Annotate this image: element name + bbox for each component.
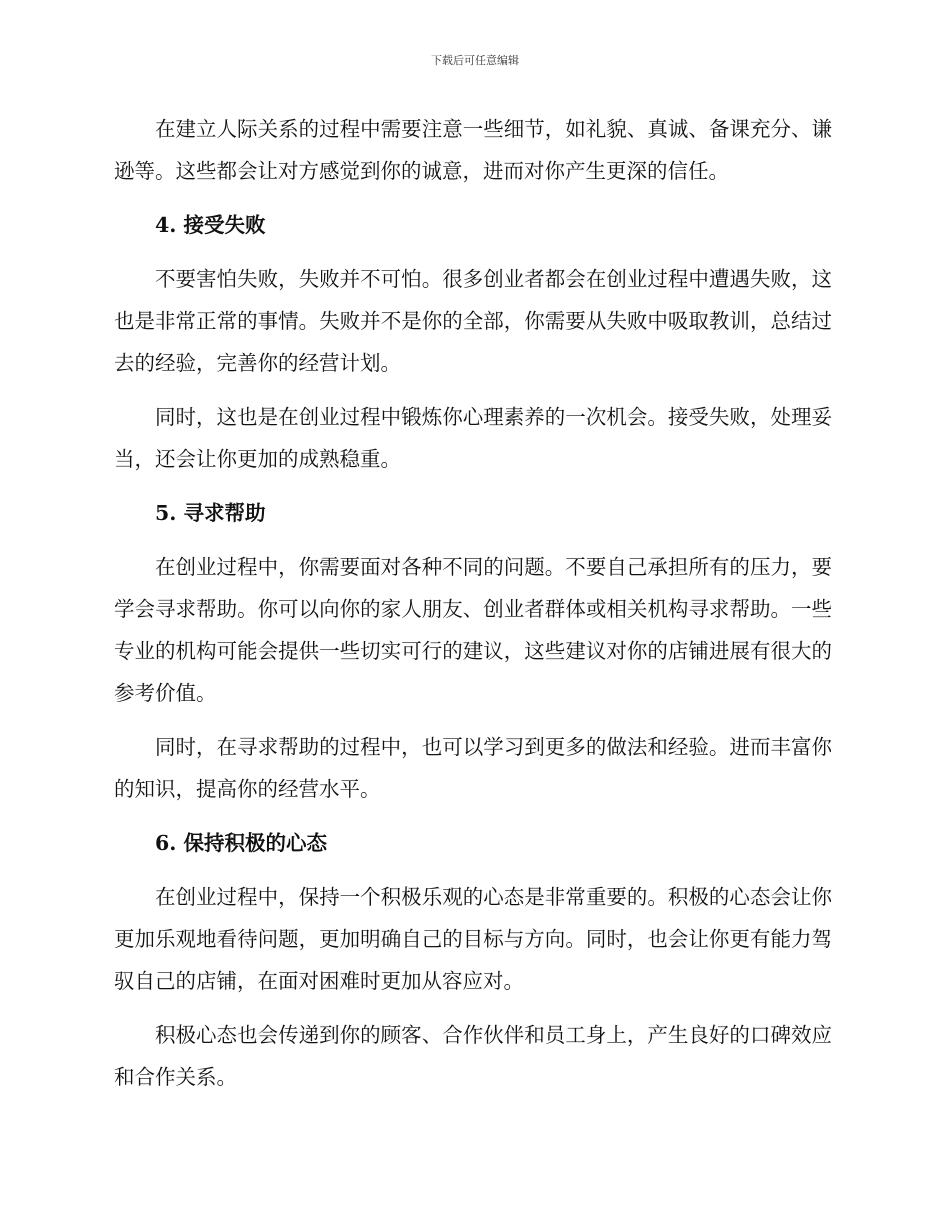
section-heading: 4. 接受失败 <box>155 213 266 237</box>
paragraph: 积极心态也会传递到你的顾客、合作伙伴和员工身上，产生良好的口碑效应和合作关系。 <box>114 1023 832 1089</box>
paragraph: 在创业过程中，你需要面对各种不同的问题。不要自己承担所有的压力，要学会寻求帮助。你可以向你的家人朋友、创业者群体或相关机构寻求帮助。一些专业的机构可能会提供一些切实可行的建议，这些建议对你的店铺进展有很大的参考价值。 <box>114 555 832 705</box>
paragraph: 同时，在寻求帮助的过程中，也可以学习到更多的做法和经验。进而丰富你的知识，提高你的经营水平。 <box>114 735 832 801</box>
section-heading: 6. 保持积极的心态 <box>155 831 328 855</box>
paragraph: 同时，这也是在创业过程中锻炼你心理素养的一次机会。接受失败，处理妥当，还会让你更加的成熟稳重。 <box>114 405 832 471</box>
paragraph: 在建立人际关系的过程中需要注意一些细节，如礼貌、真诚、备课充分、谦逊等。这些都会让对方感觉到你的诚意，进而对你产生更深的信任。 <box>114 117 832 183</box>
paragraph: 不要害怕失败，失败并不可怕。很多创业者都会在创业过程中遭遇失败，这也是非常正常的事情。失败并不是你的全部，你需要从失败中吸取教训，总结过去的经验，完善你的经营计划。 <box>114 267 832 375</box>
paragraph: 在创业过程中，保持一个积极乐观的心态是非常重要的。积极的心态会让你更加乐观地看待问题，更加明确自己的目标与方向。同时，也会让你更有能力驾驭自己的店铺，在面对困难时更加从容应对。 <box>114 885 832 993</box>
page-header: 下载后可任意编辑 <box>431 54 519 67</box>
section-heading: 5. 寻求帮助 <box>155 501 266 525</box>
document-body <box>114 108 832 1110</box>
